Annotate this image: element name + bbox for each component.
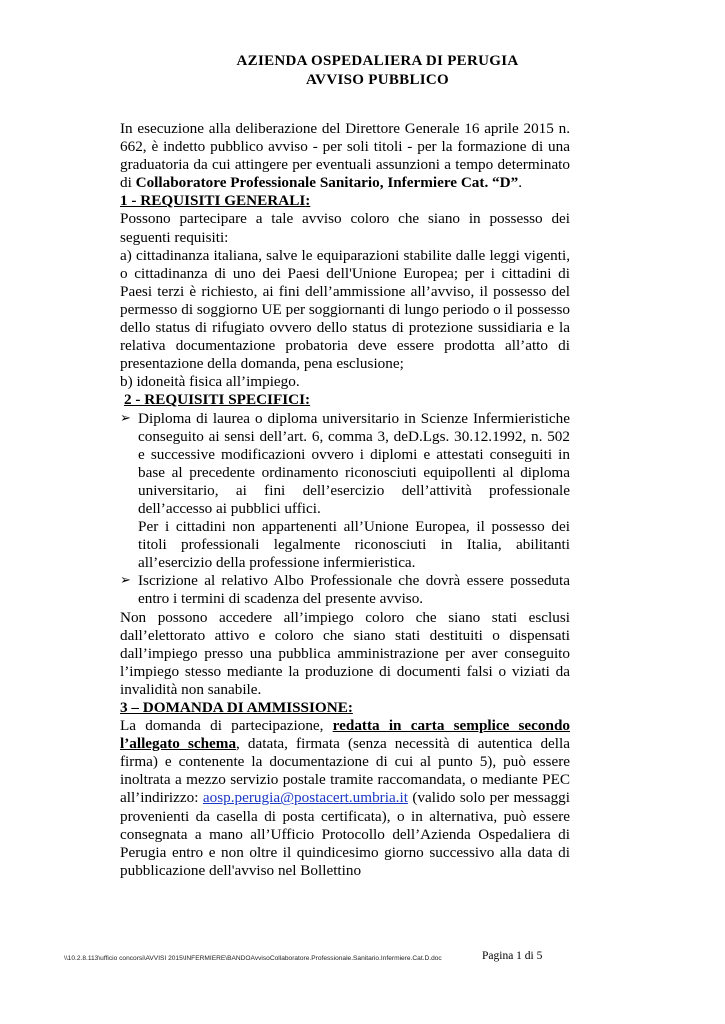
document-header [0, 52, 725, 90]
section-3-bold-underlined: redatta in carta semplice secondo l’allegato schema [120, 717, 570, 753]
section-1-paragraph-1: Possono partecipare a tale avviso coloro che siano in possesso dei seguenti requisiti: [120, 210, 570, 246]
section-1-heading [120, 192, 570, 210]
section-3-paragraph [120, 717, 570, 880]
page-number: Pagina 1 di 5 [482, 950, 543, 962]
section-2-exclusion-paragraph: Non possono accedere all’impiego coloro che siano stati esclusi dall’elettorato attivo e coloro che siano stati destituiti o dispensati dall’impiego presso una pubblica amministrazione per aver conseguito l’impiego stesso mediante la produzione di documenti falsi o viziati da invalidità non sanabile. [120, 608, 570, 698]
section-3-heading [120, 699, 570, 717]
section-3-text-2: , datata, firmata (senza necessità di autentica della firma) e contenente la documentazione di cui al punto 5), può essere inoltrata a mezzo servizio postale tramite raccomandata, o mediante PEC all’indirizzo: [120, 735, 570, 807]
section-2-colon: : [305, 391, 311, 409]
pec-email-link[interactable]: aosp.perugia@postacert.umbria.it [202, 789, 408, 807]
intro-text: In esecuzione alla deliberazione del Direttore Generale 16 aprile 2015 n. 662, è indetto pubblico avviso - per soli titoli - per la formazione di una graduatoria da cui attingere per eventuali assunzioni a tempo determinato di [120, 120, 570, 192]
section-3-text-3: (valido solo per messaggi provenienti da casella di posta certificata), o in alternativa, può essere consegnata a mano all’Ufficio Protocollo dell’Azienda Ospedaliera di Perugia entro e non oltre il quindicesimo giorno successivo alla data di pubblicazione dell'avviso nel Bollettino [120, 789, 570, 879]
section-1-paragraph-3: b) idoneità fisica all’impiego. [120, 373, 300, 391]
arrowhead-bullet-icon: ➢ [120, 573, 131, 589]
section-1-paragraph-2: a) cittadinanza italiana, salve le equiparazioni stabilite dalle leggi vigenti, o cittadinanza di uno dei Paesi dell'Unione Europea; per i cittadini di Paesi terzi è richiesto, ai fini dell’ammissione all’avviso, il possesso del permesso di soggiorno UE per soggiornanti di lungo periodo o il possesso dello status di rifugiato ovvero dello status di protezione sussidiaria e la relativa documentazione probatoria deve essere prodotta all’atto di presentazione della domanda, pena esclusione; [120, 246, 570, 373]
bullet-item [120, 410, 570, 519]
section-1-title: 1 - REQUISITI GENERALI [120, 192, 306, 210]
section-1-colon: : [305, 192, 311, 210]
bullet-2-text: Iscrizione al relativo Albo Professionale che dovrà essere posseduta entro i termini di scadenza del presente avviso. [138, 572, 570, 608]
bullet-item [120, 572, 570, 608]
bullet-1-text: Diploma di laurea o diploma universitario in Scienze Infermieristiche conseguito ai sensi dell’art. 6, comma 3, deD.Lgs. 30.12.1992, n. 502 e successive modificazioni ovvero i diplomi e attestati conseguiti in base al precedente ordinamento riconosciuti equipollenti al diploma universitario, ai fini dell’esercizio dell’attività professionale dell’accesso ai pubblici uffici. [138, 409, 570, 517]
section-2-heading [120, 391, 570, 409]
intro-end: . [518, 174, 523, 192]
notice-title: AVVISO PUBBLICO [305, 72, 449, 88]
section-3-colon: : [347, 699, 353, 716]
intro-paragraph [120, 120, 570, 192]
document-body [120, 120, 570, 880]
section-3-text-1: La domanda di partecipazione, [120, 717, 333, 735]
intro-position-bold: Collaboratore Professionale Sanitario, Infermiere Cat. “D” [135, 174, 519, 192]
bullet-1-continuation: Per i cittadini non appartenenti all’Unione Europea, il possesso dei titoli professionali legalmente riconosciuti in Italia, abilitanti all’esercizio della professione infermieristica. [138, 518, 570, 572]
file-path: \\10.2.8.113\ufficio concorsi\AVVISI 2015\INFERMIERE\BANDOAvvisoCollaboratore.Professionale.Sanitario.Infermiere.Cat.D.doc [64, 955, 442, 962]
arrowhead-bullet-icon: ➢ [120, 410, 131, 426]
section-3-title: 3 – DOMANDA DI AMMISSIONE [120, 699, 348, 716]
section-2-title: 2 - REQUISITI SPECIFICI [124, 391, 306, 409]
organization-title: AZIENDA OSPEDALIERA DI PERUGIA [236, 53, 519, 69]
